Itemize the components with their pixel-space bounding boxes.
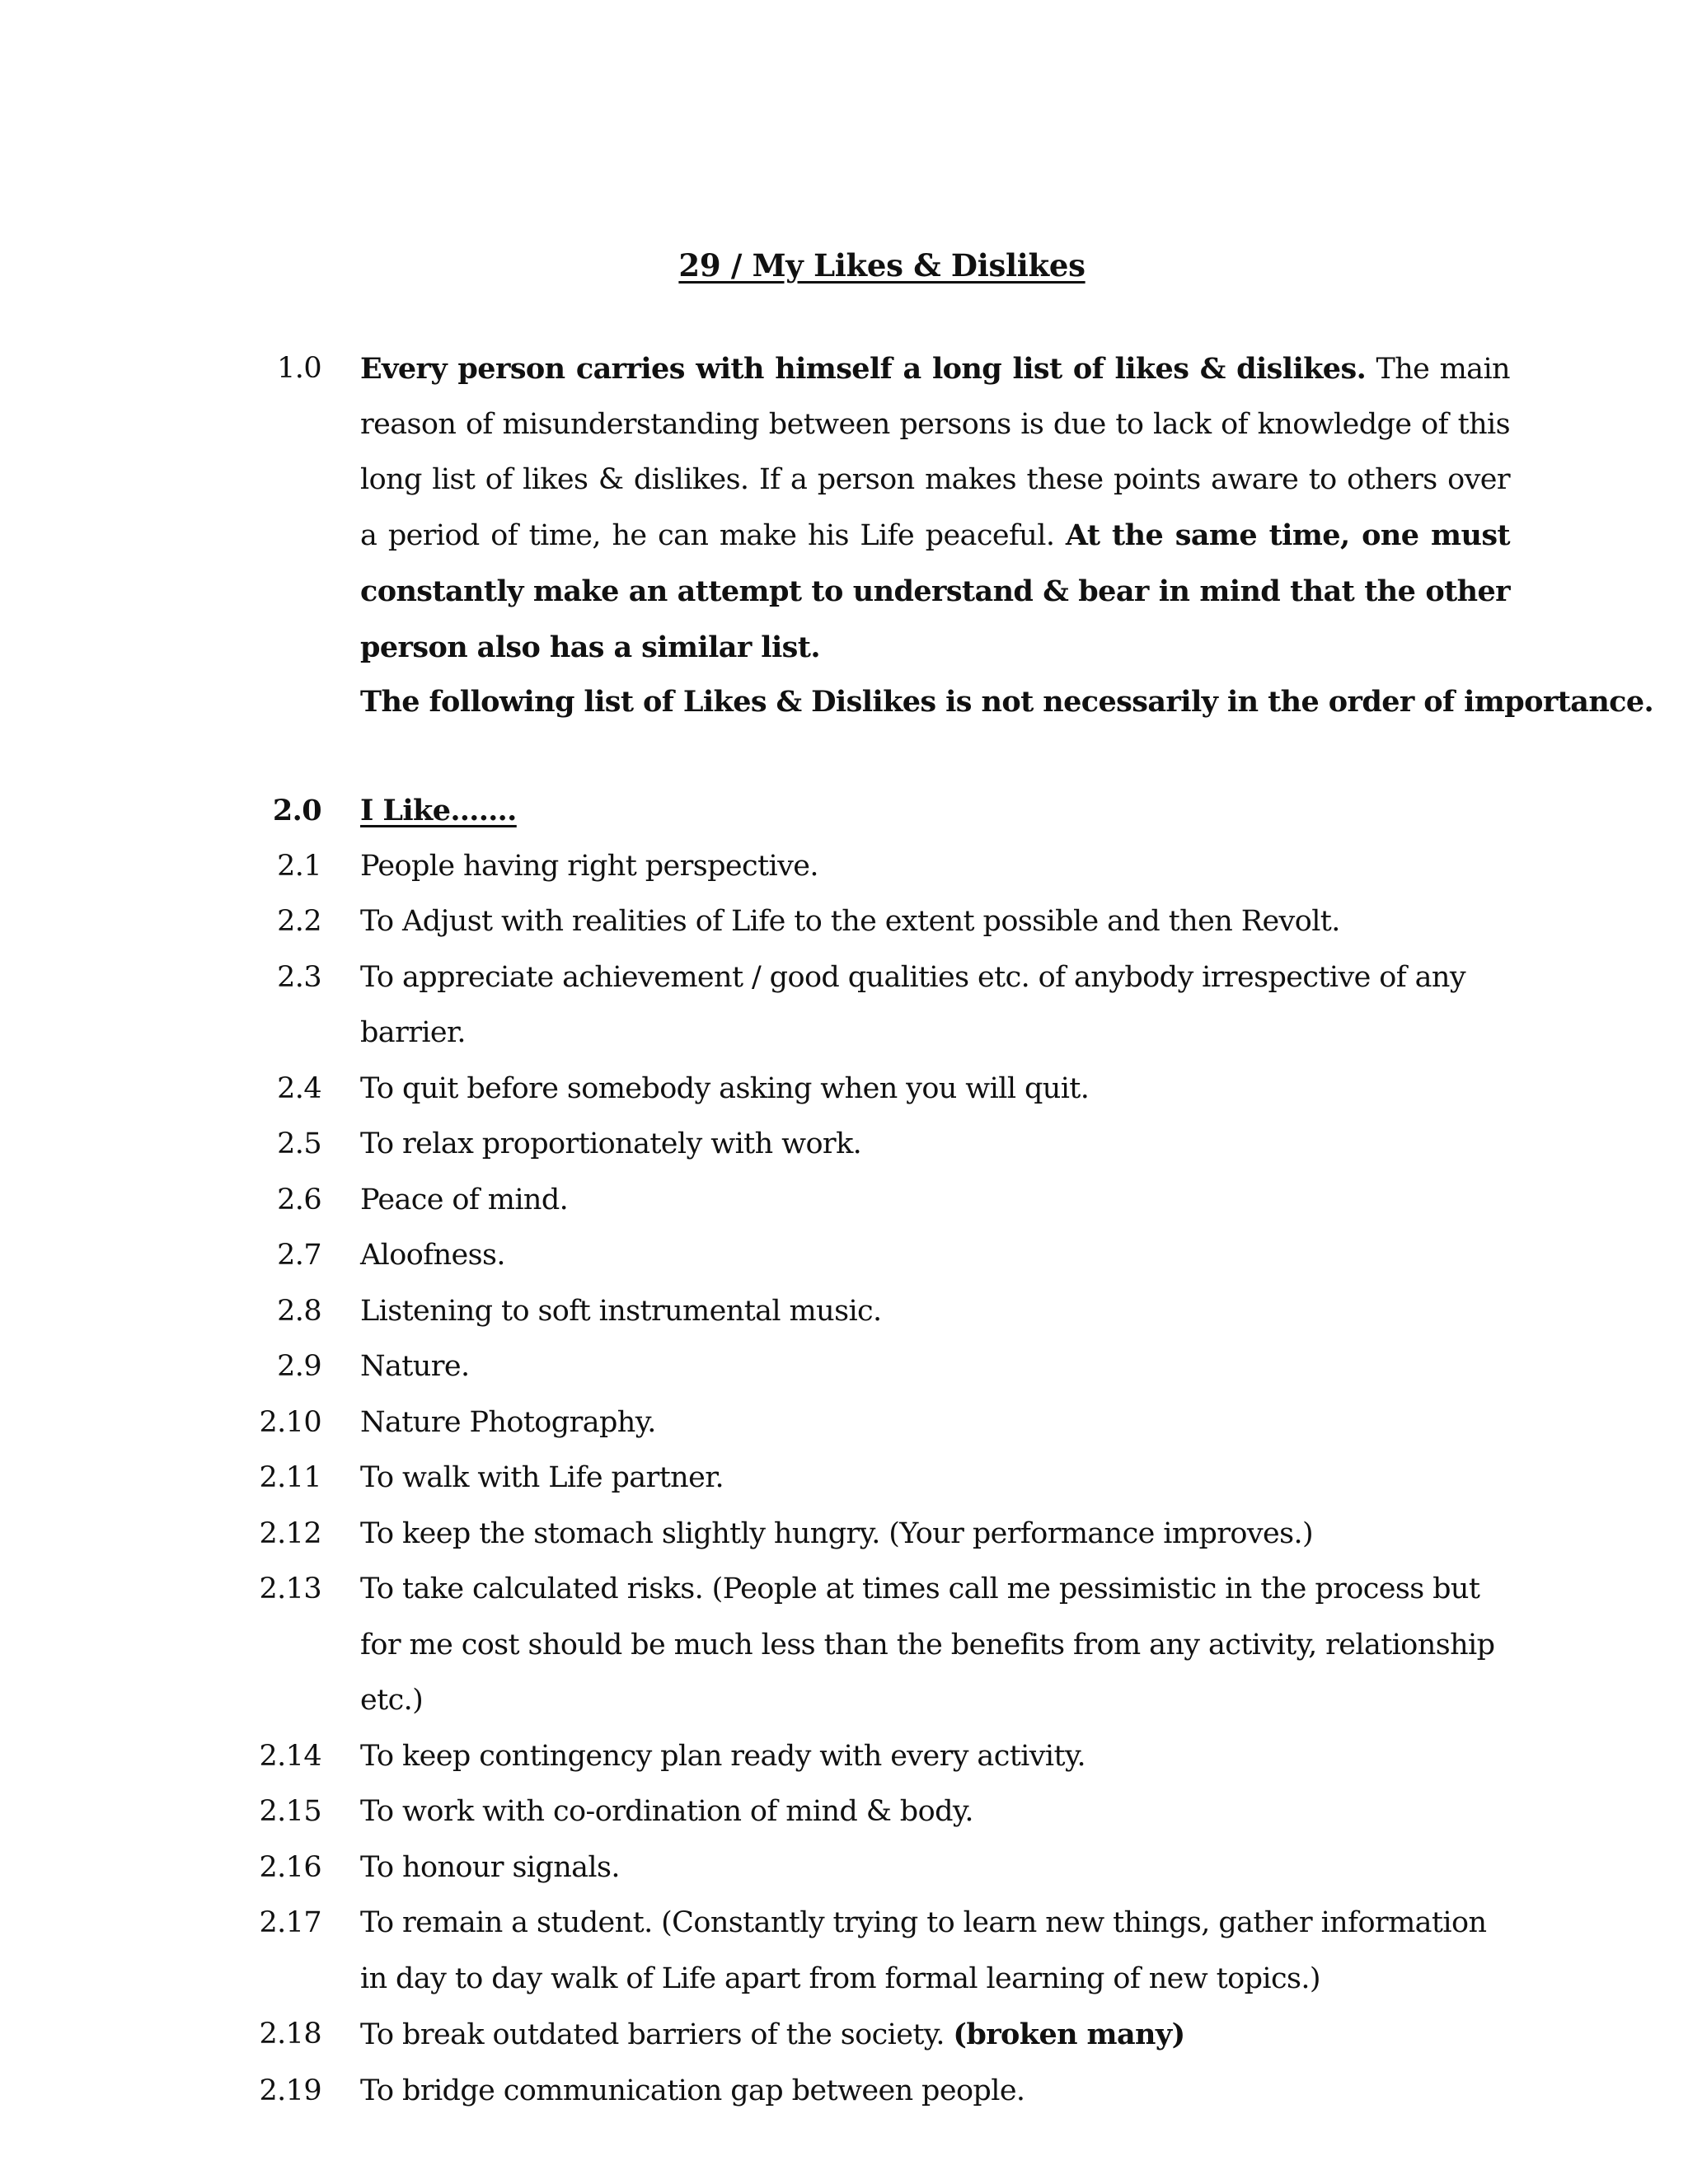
list-item [0, 1451, 1688, 1507]
list-item-number: 2.11 [259, 1461, 321, 1494]
list-item-text: To Adjust with realities of Life to the extent possible and then Revolt. [360, 905, 1340, 938]
intro-body: The main reason of misunderstanding between persons is due to lack of knowledge of this long list of likes & dislikes. If a person makes these points aware to others over a period of time, he can make his Life peaceful. [360, 353, 1510, 552]
list-item-number: 2.18 [259, 2018, 321, 2050]
list-item-text-bold-suffix: (broken many) [953, 2018, 1185, 2051]
list-item [0, 2007, 1688, 2064]
list-item [0, 1784, 1688, 1840]
list-item [0, 950, 1688, 1062]
list-item-text: To keep contingency plan ready with every activity. [360, 1739, 1086, 1773]
list-item-text: To walk with Life partner. [360, 1461, 724, 1494]
list-item-text: People having right perspective. [360, 849, 818, 883]
list-item-text: Listening to soft instrumental music. [360, 1294, 882, 1328]
list-item-text: To relax proportionately with work. [360, 1127, 862, 1160]
list-item [0, 1339, 1688, 1395]
list-item-number: 2.14 [259, 1739, 321, 1773]
list-item [0, 1062, 1688, 1118]
list-item-text: To keep the stomach slightly hungry. (Your performance improves.) [360, 1516, 1314, 1550]
list-item-number: 2.15 [259, 1795, 321, 1828]
intro-text [360, 341, 1510, 676]
list-item-number: 2.3 [277, 960, 321, 994]
list-item-number: 2.6 [277, 1183, 321, 1216]
list-item-text: To honour signals. [360, 1850, 620, 1884]
list-item [0, 1173, 1688, 1229]
likes-heading-number: 2.0 [272, 794, 321, 827]
intro-number: 1.0 [277, 352, 321, 385]
list-item [0, 1562, 1688, 1729]
list-item-text: To remain a student. (Constantly trying to learn new things, gather information in day to day walk of Life apart from formal learning of new topics.) [360, 1906, 1487, 1995]
list-item-text: To take calculated risks. (People at times call me pessimistic in the process but for me cost should be much less than the benefits from any activity, relationship etc.) [360, 1572, 1495, 1717]
list-item [0, 894, 1688, 950]
list-item [0, 1117, 1688, 1173]
list-item-number: 2.7 [277, 1239, 321, 1272]
list-item [0, 1395, 1688, 1451]
list-item-text-main: To break outdated barriers of the society. [360, 2018, 954, 2051]
list-item [0, 839, 1688, 895]
page-title: 29 / My Likes & Dislikes [678, 247, 1085, 284]
list-item-number: 2.10 [259, 1405, 321, 1439]
list-item-number: 2.1 [277, 849, 321, 883]
list-item-number: 2.12 [259, 1516, 321, 1550]
list-item-number: 2.4 [277, 1071, 321, 1105]
list-item-number: 2.13 [259, 1572, 321, 1605]
list-item-text: To work with co-ordination of mind & body. [360, 1795, 973, 1828]
list-item-text: Aloofness. [360, 1239, 505, 1272]
list-item [0, 1840, 1688, 1896]
list-item-text [360, 2007, 1510, 2064]
list-item [0, 2064, 1688, 2120]
list-item-number: 2.16 [259, 1850, 321, 1884]
list-item [0, 1896, 1688, 2007]
likes-heading-label: I Like……. [360, 794, 517, 827]
list-item [0, 1729, 1688, 1785]
list-item-text: To quit before somebody asking when you will quit. [360, 1071, 1090, 1105]
list-item [0, 1228, 1688, 1284]
list-item-number: 2.9 [277, 1350, 321, 1383]
list-item-number: 2.17 [259, 1906, 321, 1939]
list-item-text: To bridge communication gap between people. [360, 2074, 1025, 2107]
list-item-text: To appreciate achievement / good qualities etc. of anybody irrespective of any barrier. [360, 960, 1465, 1049]
importance-note-text: The following list of Likes & Dislikes is not necessarily in the order of importance. [360, 685, 1654, 719]
list-item-text: Peace of mind. [360, 1183, 569, 1216]
list-item-number: 2.19 [259, 2074, 321, 2107]
likes-heading [0, 783, 1688, 839]
intro-bold-lead: Every person carries with himself a long list of likes & dislikes. [360, 352, 1367, 386]
list-item-number: 2.5 [277, 1127, 321, 1160]
list-item-text: Nature Photography. [360, 1405, 656, 1439]
list-item-number: 2.8 [277, 1294, 321, 1328]
intro-bold-tail: At the same time, one must constantly make an attempt to understand & bear in mind that the other person also has a similar list. [360, 518, 1510, 664]
list-item-number: 2.2 [277, 905, 321, 938]
likes-list [0, 783, 1688, 2119]
list-item [0, 1507, 1688, 1563]
list-item [0, 1284, 1688, 1340]
list-item-text: Nature. [360, 1350, 470, 1383]
